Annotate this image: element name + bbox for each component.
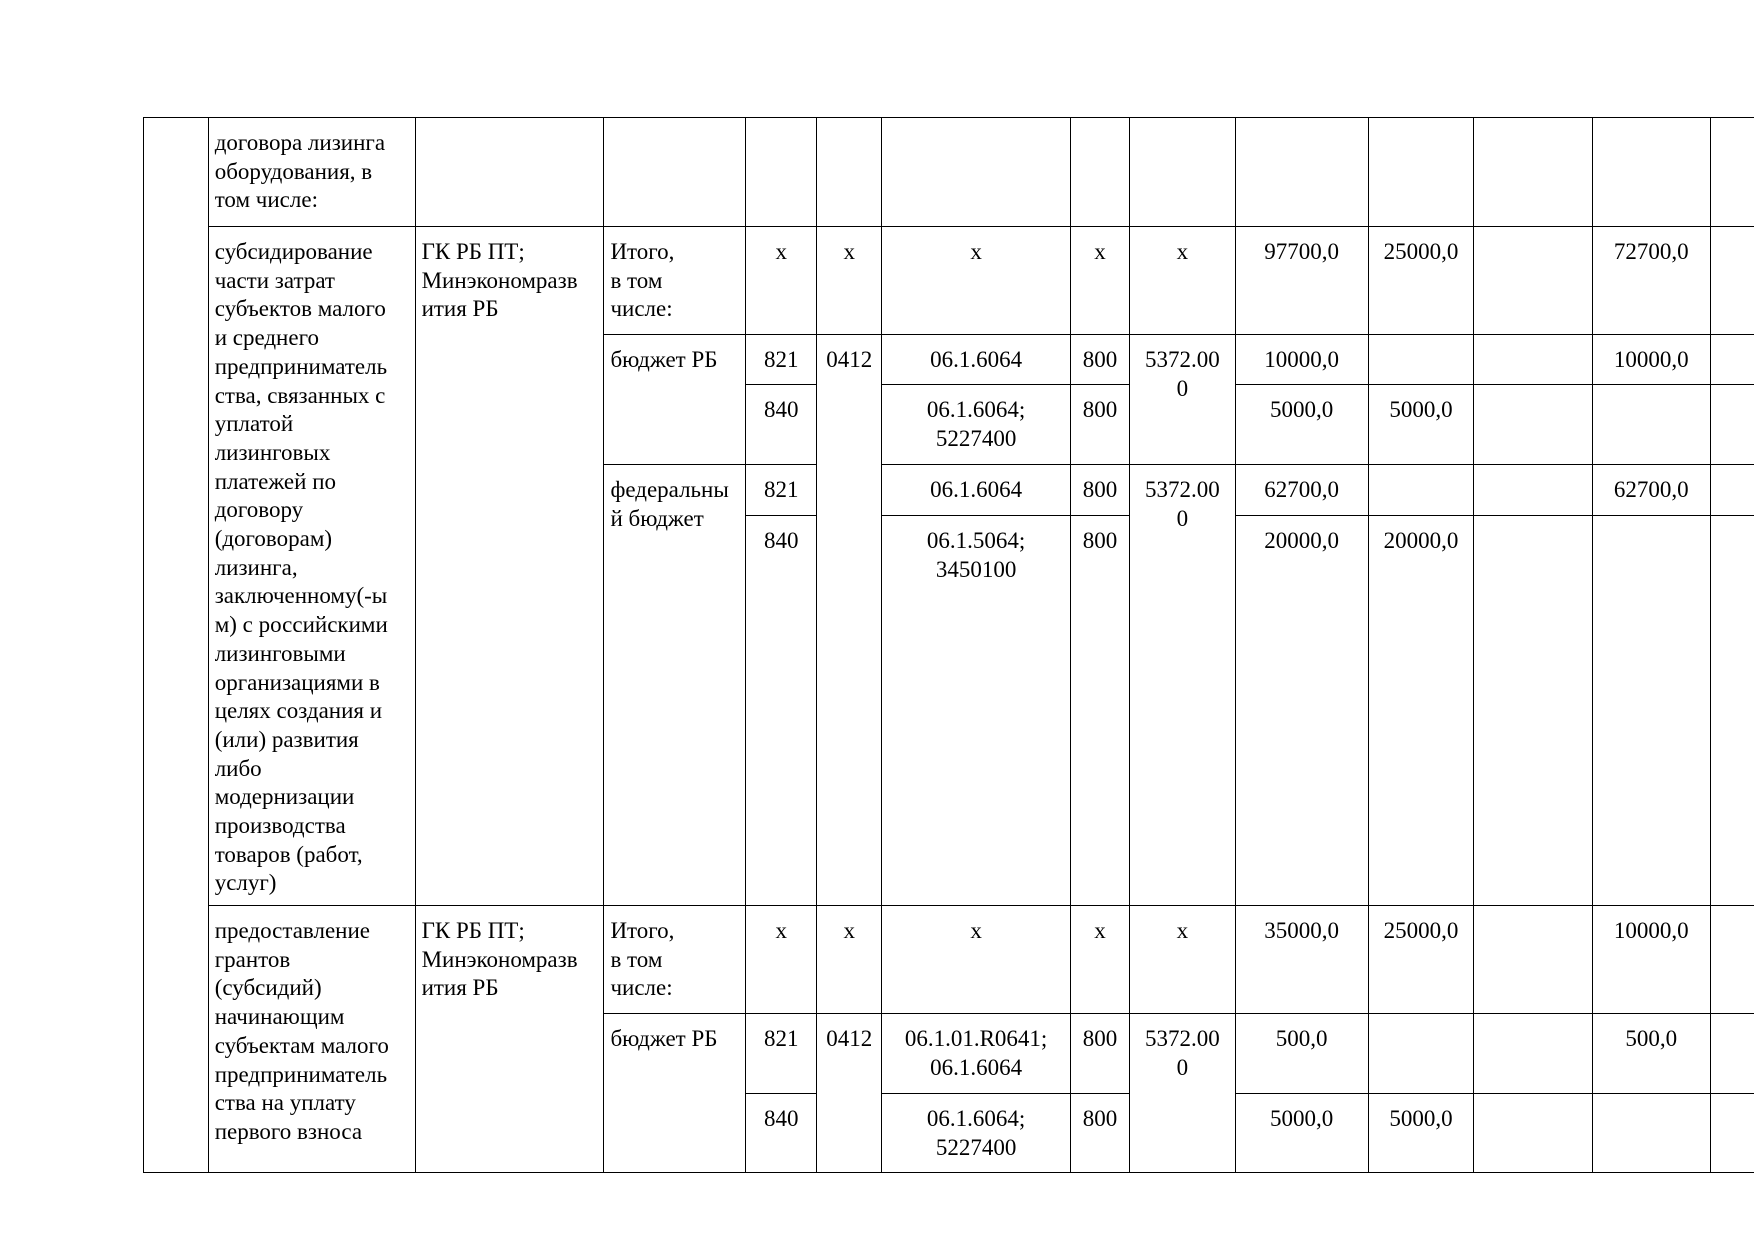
expense-type-cell: 800: [1070, 1094, 1129, 1173]
text-line: (субсидий): [214, 975, 322, 1001]
target-article-cell: [882, 335, 1071, 385]
amount-cell: [1474, 227, 1592, 335]
text-line: либо: [214, 755, 262, 781]
empty-cell: [1710, 385, 1754, 465]
table-row: [144, 906, 1754, 1014]
source-cell: [604, 465, 746, 906]
admin-code-cell: 821: [746, 1014, 817, 1094]
admin-code-cell: 840: [746, 1094, 817, 1173]
text-line: 5227400: [935, 425, 1017, 451]
expense-type-cell: х: [1070, 227, 1129, 335]
empty-cell: [1710, 118, 1754, 227]
empty-cell: [1710, 227, 1754, 335]
text-line: субъектов малого: [214, 296, 386, 322]
empty-cell: [746, 118, 817, 227]
text-line: заключенному(-ы: [214, 583, 388, 609]
text-line: 5372.00: [1144, 477, 1220, 502]
amount-cell: 72700,0: [1592, 227, 1710, 335]
empty-cell: [1129, 118, 1235, 227]
empty-cell: [1710, 1094, 1754, 1173]
text-line: и среднего: [214, 325, 319, 351]
text-line: грантов: [214, 946, 291, 972]
code-cell: [1129, 465, 1235, 906]
target-article-cell: х: [882, 227, 1071, 335]
amount-cell: [1474, 1014, 1592, 1094]
text-line: числе:: [610, 296, 673, 322]
admin-code-cell: 821: [746, 465, 817, 516]
amount-cell: 5000,0: [1368, 385, 1474, 465]
empty-cell: [1710, 1014, 1754, 1094]
source-cell: [604, 227, 746, 335]
amount-cell: [1368, 1014, 1474, 1094]
text-line: Минэкономразв: [421, 946, 578, 972]
empty-cell: [1710, 516, 1754, 906]
amount-cell: 20000,0: [1368, 516, 1474, 906]
amount-total-cell: 97700,0: [1235, 227, 1368, 335]
amount-cell: 25000,0: [1368, 227, 1474, 335]
text-line: субъектам малого: [214, 1032, 389, 1058]
text-line: ства, связанных с: [214, 382, 386, 408]
amount-cell: [1474, 385, 1592, 465]
text-line: 06.1.6064;: [926, 397, 1026, 422]
amount-cell: [1474, 465, 1592, 516]
empty-cell: [415, 118, 604, 227]
text-line: лизинга,: [214, 554, 298, 580]
amount-total-cell: 20000,0: [1235, 516, 1368, 906]
text-line: ГК РБ ПТ;: [421, 918, 525, 943]
empty-cell: [1710, 335, 1754, 385]
text-line: 5372.00: [1144, 1026, 1220, 1051]
admin-code-cell: 840: [746, 516, 817, 906]
amount-total-cell: 62700,0: [1235, 465, 1368, 516]
target-article-cell: [882, 1094, 1071, 1173]
amount-cell: 500,0: [1592, 1014, 1710, 1094]
text-line: 0: [1176, 375, 1189, 401]
text-line: Итого,: [610, 239, 675, 264]
empty-cell: [1070, 118, 1129, 227]
expense-type-cell: 800: [1070, 385, 1129, 465]
empty-cell: [1368, 118, 1474, 227]
text-line: в том: [610, 267, 663, 293]
text-line: договора лизинга: [214, 130, 386, 155]
measure-name-cell: [208, 227, 415, 906]
table-row: [144, 227, 1754, 335]
text-line: ГК РБ ПТ;: [421, 239, 525, 264]
amount-cell: 10000,0: [1592, 335, 1710, 385]
empty-cell: [882, 118, 1071, 227]
expense-type-cell: 800: [1070, 335, 1129, 385]
expense-type-cell: х: [1070, 906, 1129, 1014]
text-line: модернизации: [214, 784, 355, 810]
amount-total-cell: 35000,0: [1235, 906, 1368, 1014]
text-line: целях создания и: [214, 698, 383, 724]
code-cell: [1129, 1014, 1235, 1173]
text-line: 06.1.6064: [930, 1054, 1023, 1080]
text-line: предоставление: [214, 918, 370, 943]
text-line: числе:: [610, 975, 673, 1001]
amount-total-cell: 500,0: [1235, 1014, 1368, 1094]
text-line: первого взноса: [214, 1118, 363, 1144]
section-code-cell: х: [817, 906, 882, 1014]
text-line: 5372.00: [1144, 347, 1220, 372]
text-line: договору: [214, 497, 304, 523]
text-line: м) с российскими: [214, 612, 388, 638]
text-line: лизинговых: [214, 439, 331, 465]
source-cell: бюджет РБ: [604, 1014, 746, 1173]
text-line: й бюджет: [610, 505, 704, 531]
text-line: 06.1.5064;: [926, 528, 1026, 553]
empty-cell: [1710, 465, 1754, 516]
text-line: 0: [1176, 505, 1189, 531]
amount-cell: [1474, 335, 1592, 385]
amount-cell: [1474, 516, 1592, 906]
text-line: 06.1.6064;: [926, 1106, 1026, 1131]
measure-name-cell: [208, 118, 415, 227]
number-cell: [144, 118, 209, 1173]
expense-type-cell: 800: [1070, 465, 1129, 516]
text-line: оборудования, в: [214, 158, 373, 184]
expense-type-cell: 800: [1070, 1014, 1129, 1094]
expense-type-cell: 800: [1070, 516, 1129, 906]
text-line: 5227400: [935, 1134, 1017, 1160]
empty-cell: [1592, 118, 1710, 227]
amount-cell: 5000,0: [1368, 1094, 1474, 1173]
section-code-cell: 0412: [817, 1014, 882, 1173]
text-line: 06.1.01.R0641;: [904, 1026, 1048, 1051]
text-line: организациями в: [214, 669, 380, 695]
table-row: [144, 118, 1754, 227]
source-cell: бюджет РБ: [604, 335, 746, 465]
admin-code-cell: х: [746, 227, 817, 335]
empty-cell: [1474, 118, 1592, 227]
admin-code-cell: 821: [746, 335, 817, 385]
amount-cell: [1592, 1094, 1710, 1173]
text-line: товаров (работ,: [214, 841, 363, 867]
amount-total-cell: 5000,0: [1235, 1094, 1368, 1173]
text-line: лизинговыми: [214, 640, 346, 666]
empty-cell: [1710, 906, 1754, 1014]
amount-cell: 62700,0: [1592, 465, 1710, 516]
section-code-cell: х: [817, 227, 882, 335]
empty-cell: [604, 118, 746, 227]
source-cell: [604, 906, 746, 1014]
target-article-cell: х: [882, 906, 1071, 1014]
amount-cell: [1474, 1094, 1592, 1173]
amount-cell: 25000,0: [1368, 906, 1474, 1014]
text-line: предприниматель: [214, 353, 388, 379]
text-line: ития РБ: [421, 975, 499, 1001]
amount-cell: [1368, 335, 1474, 385]
target-article-cell: [882, 1014, 1071, 1094]
text-line: том числе:: [214, 187, 318, 213]
text-line: в том: [610, 946, 663, 972]
admin-code-cell: х: [746, 906, 817, 1014]
target-article-cell: [882, 465, 1071, 516]
text-line: уплатой: [214, 411, 294, 437]
executor-cell: [415, 906, 604, 1173]
text-line: субсидирование: [214, 239, 373, 264]
amount-total-cell: 5000,0: [1235, 385, 1368, 465]
text-line: предприниматель: [214, 1061, 388, 1087]
text-line: 06.1.6064: [930, 477, 1023, 502]
amount-cell: [1368, 465, 1474, 516]
text-line: Итого,: [610, 918, 675, 943]
empty-cell: [1235, 118, 1368, 227]
text-line: (договорам): [214, 526, 333, 552]
code-cell: х: [1129, 227, 1235, 335]
text-line: 0: [1176, 1054, 1189, 1080]
measure-name-cell: [208, 906, 415, 1173]
code-cell: х: [1129, 906, 1235, 1014]
text-line: платежей по: [214, 468, 337, 494]
text-line: части затрат: [214, 267, 335, 293]
text-line: ития РБ: [421, 296, 499, 322]
text-line: Минэкономразв: [421, 267, 578, 293]
code-cell: [1129, 335, 1235, 465]
amount-cell: [1592, 385, 1710, 465]
text-line: начинающим: [214, 1004, 345, 1030]
text-line: 3450100: [935, 556, 1017, 582]
text-line: федеральны: [610, 477, 729, 502]
amount-total-cell: 10000,0: [1235, 335, 1368, 385]
target-article-cell: [882, 385, 1071, 465]
admin-code-cell: 840: [746, 385, 817, 465]
amount-cell: [1474, 906, 1592, 1014]
amount-cell: [1592, 516, 1710, 906]
text-line: (или) развития: [214, 726, 359, 752]
text-line: услуг): [214, 870, 277, 896]
target-article-cell: [882, 516, 1071, 906]
executor-cell: [415, 227, 604, 906]
text-line: 06.1.6064: [930, 347, 1023, 372]
text-line: производства: [214, 813, 346, 839]
section-code-cell: 0412: [817, 335, 882, 906]
text-line: ства на уплату: [214, 1090, 356, 1116]
budget-table: [143, 117, 1754, 1173]
empty-cell: [817, 118, 882, 227]
amount-cell: 10000,0: [1592, 906, 1710, 1014]
